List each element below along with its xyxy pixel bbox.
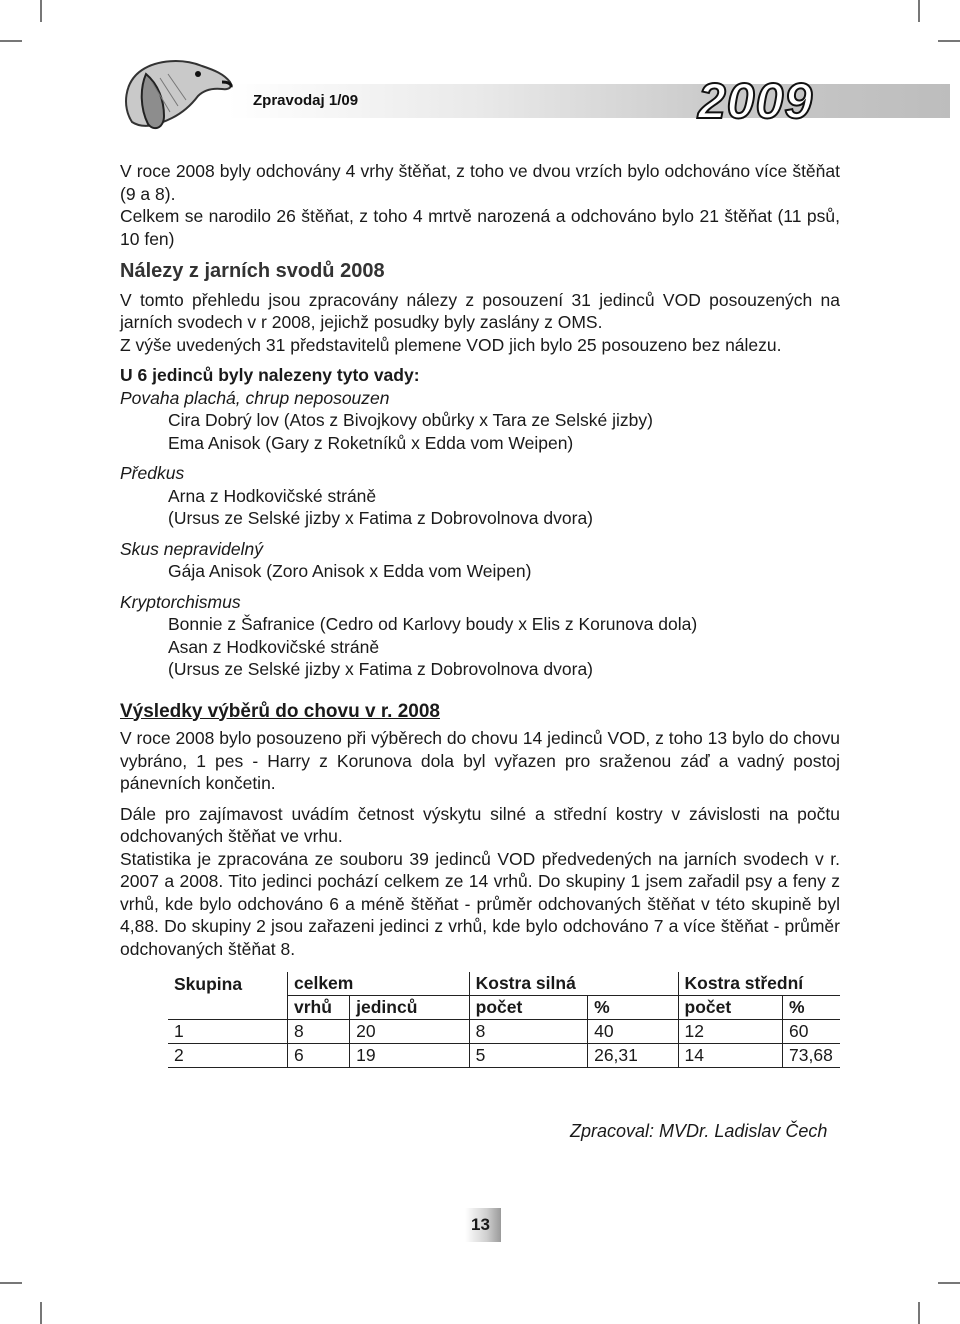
signature: Zpracoval: MVDr. Ladislav Čech [570, 1121, 828, 1141]
table-row [168, 1020, 840, 1044]
crop-mark [938, 40, 960, 42]
table-header-cell: počet [678, 996, 783, 1020]
table-cell: 5 [469, 1044, 587, 1068]
defect-label: Kryptorchismus [120, 591, 241, 612]
crop-mark [938, 1282, 960, 1284]
table-header-cell: % [783, 996, 840, 1020]
table-header-row [168, 972, 840, 996]
defect-label: Povaha plachá, chrup neposouzen [120, 387, 390, 408]
paragraph: Dále pro zajímavost uvádím četnost výskytu silné a střední kostry v závislosti na počtu odchovaných štěňat ve vrhu. [120, 803, 840, 846]
table-header-cell: počet [469, 996, 587, 1020]
article-body [120, 160, 840, 1068]
table-cell: 40 [588, 1020, 678, 1044]
table-header-cell: % [588, 996, 678, 1020]
page-number [465, 1208, 501, 1242]
dog-entry: Ema Anisok (Gary z Roketníků x Edda vom Weipen) [168, 432, 574, 453]
table-cell: 6 [288, 1044, 350, 1068]
header-year: 2009 [698, 73, 814, 129]
table-cell: 8 [288, 1020, 350, 1044]
paragraph: V roce 2008 bylo posouzeno při výběrech do chovu 14 jedinců VOD, z toho 13 bylo do chovu vybráno, 1 pes - Harry z Korunova dola byl vyřazen pro sraženou záď a vadný postoj pánevních končetin. [120, 728, 840, 793]
crop-mark [40, 1302, 42, 1324]
table-cell: 8 [469, 1020, 587, 1044]
subheading: U 6 jedinců byly nalezeny tyto vady: [120, 365, 420, 385]
table-subheader-row [168, 996, 840, 1020]
table-cell: 19 [350, 1044, 470, 1068]
header-title: Zpravodaj 1/09 [253, 92, 359, 109]
paragraph: Z výše uvedených 31 představitelů plemene VOD jich bylo 25 posouzeno bez nálezu. [120, 334, 782, 355]
table-cell: 20 [350, 1020, 470, 1044]
table-header-cell: vrhů [288, 996, 350, 1020]
defect-label: Skus nepravidelný [120, 538, 263, 559]
table-header-cell: Kostra silná [469, 972, 678, 996]
dog-head-logo [112, 52, 242, 142]
dog-entry: Bonnie z Šafranice (Cedro od Karlovy boudy x Elis z Korunova dola) [168, 614, 698, 634]
table-cell [168, 996, 288, 1020]
table-header-cell: Kostra střední [678, 972, 840, 996]
table-cell: 14 [678, 1044, 783, 1068]
table-header-cell: celkem [288, 972, 470, 996]
section-heading: Výsledky výběrů do chovu v r. 2008 [120, 700, 440, 722]
defect-label: Předkus [120, 463, 185, 483]
dog-entry: (Ursus ze Selské jizby x Fatima z Dobrovolnova dvora) [168, 659, 594, 679]
crop-mark [918, 1302, 920, 1324]
table-cell: 2 [174, 1045, 184, 1066]
page-number-text: 13 [471, 1215, 490, 1234]
paragraph: Statistika je zpracována ze souboru 39 jedinců VOD předvedených na jarních svodech v r. 2007 a 2008. Tito jedinci pochází celkem ze 14 vrhů. Do skupiny 1 jsem zařadil psy a feny z vrhů, kde bylo odchováno 6 a méně štěňat - průměr odchovaných štěňat v této skupině byl 4,88. Do skupiny 2 jsou zařazeni jedinci z vrhů, kde bylo odchováno 7 a více štěňat - průměr odchovaných štěňat 8. [120, 848, 840, 959]
dog-entry: Arna z Hodkovičské stráně [168, 485, 377, 506]
dog-entry: (Ursus ze Selské jizby x Fatima z Dobrovolnova dvora) [168, 508, 594, 528]
table-cell: 26,31 [588, 1044, 678, 1068]
table-row [168, 1044, 840, 1068]
paragraph: Celkem se narodilo 26 štěňat, z toho 4 mrtvě narozená a odchováno bylo 21 štěňat (11 psů, 10 fen) [120, 206, 840, 249]
section-heading: Nálezy z jarních svodů 2008 [120, 260, 385, 282]
dog-entry: Gája Anisok (Zoro Anisok x Edda vom Weipen) [168, 561, 532, 581]
crop-mark [40, 0, 42, 22]
table-cell: 60 [783, 1020, 840, 1044]
table-header-cell: Skupina [174, 973, 243, 994]
dog-entry: Cira Dobrý lov (Atos z Bivojkovy obůrky x Tara ze Selské jizby) [168, 410, 653, 430]
table-cell: 73,68 [783, 1044, 840, 1068]
dog-entry: Asan z Hodkovičské stráně [168, 636, 380, 657]
crop-mark [918, 0, 920, 22]
statistics-table [168, 972, 840, 1068]
table-cell: 12 [678, 1020, 783, 1044]
crop-mark [0, 1282, 22, 1284]
paragraph: V tomto přehledu jsou zpracovány nálezy z posouzení 31 jedinců VOD posouzených na jarních svodech v r 2008, jejichž posudky byly zaslány z OMS. [120, 289, 840, 332]
table-header-cell: jedinců [350, 996, 470, 1020]
paragraph: V roce 2008 byly odchovány 4 vrhy štěňat, z toho ve dvou vrzích bylo odchováno více štěňat (9 a 8). [120, 161, 840, 204]
table-cell: 1 [174, 1021, 184, 1042]
crop-mark [0, 40, 22, 42]
